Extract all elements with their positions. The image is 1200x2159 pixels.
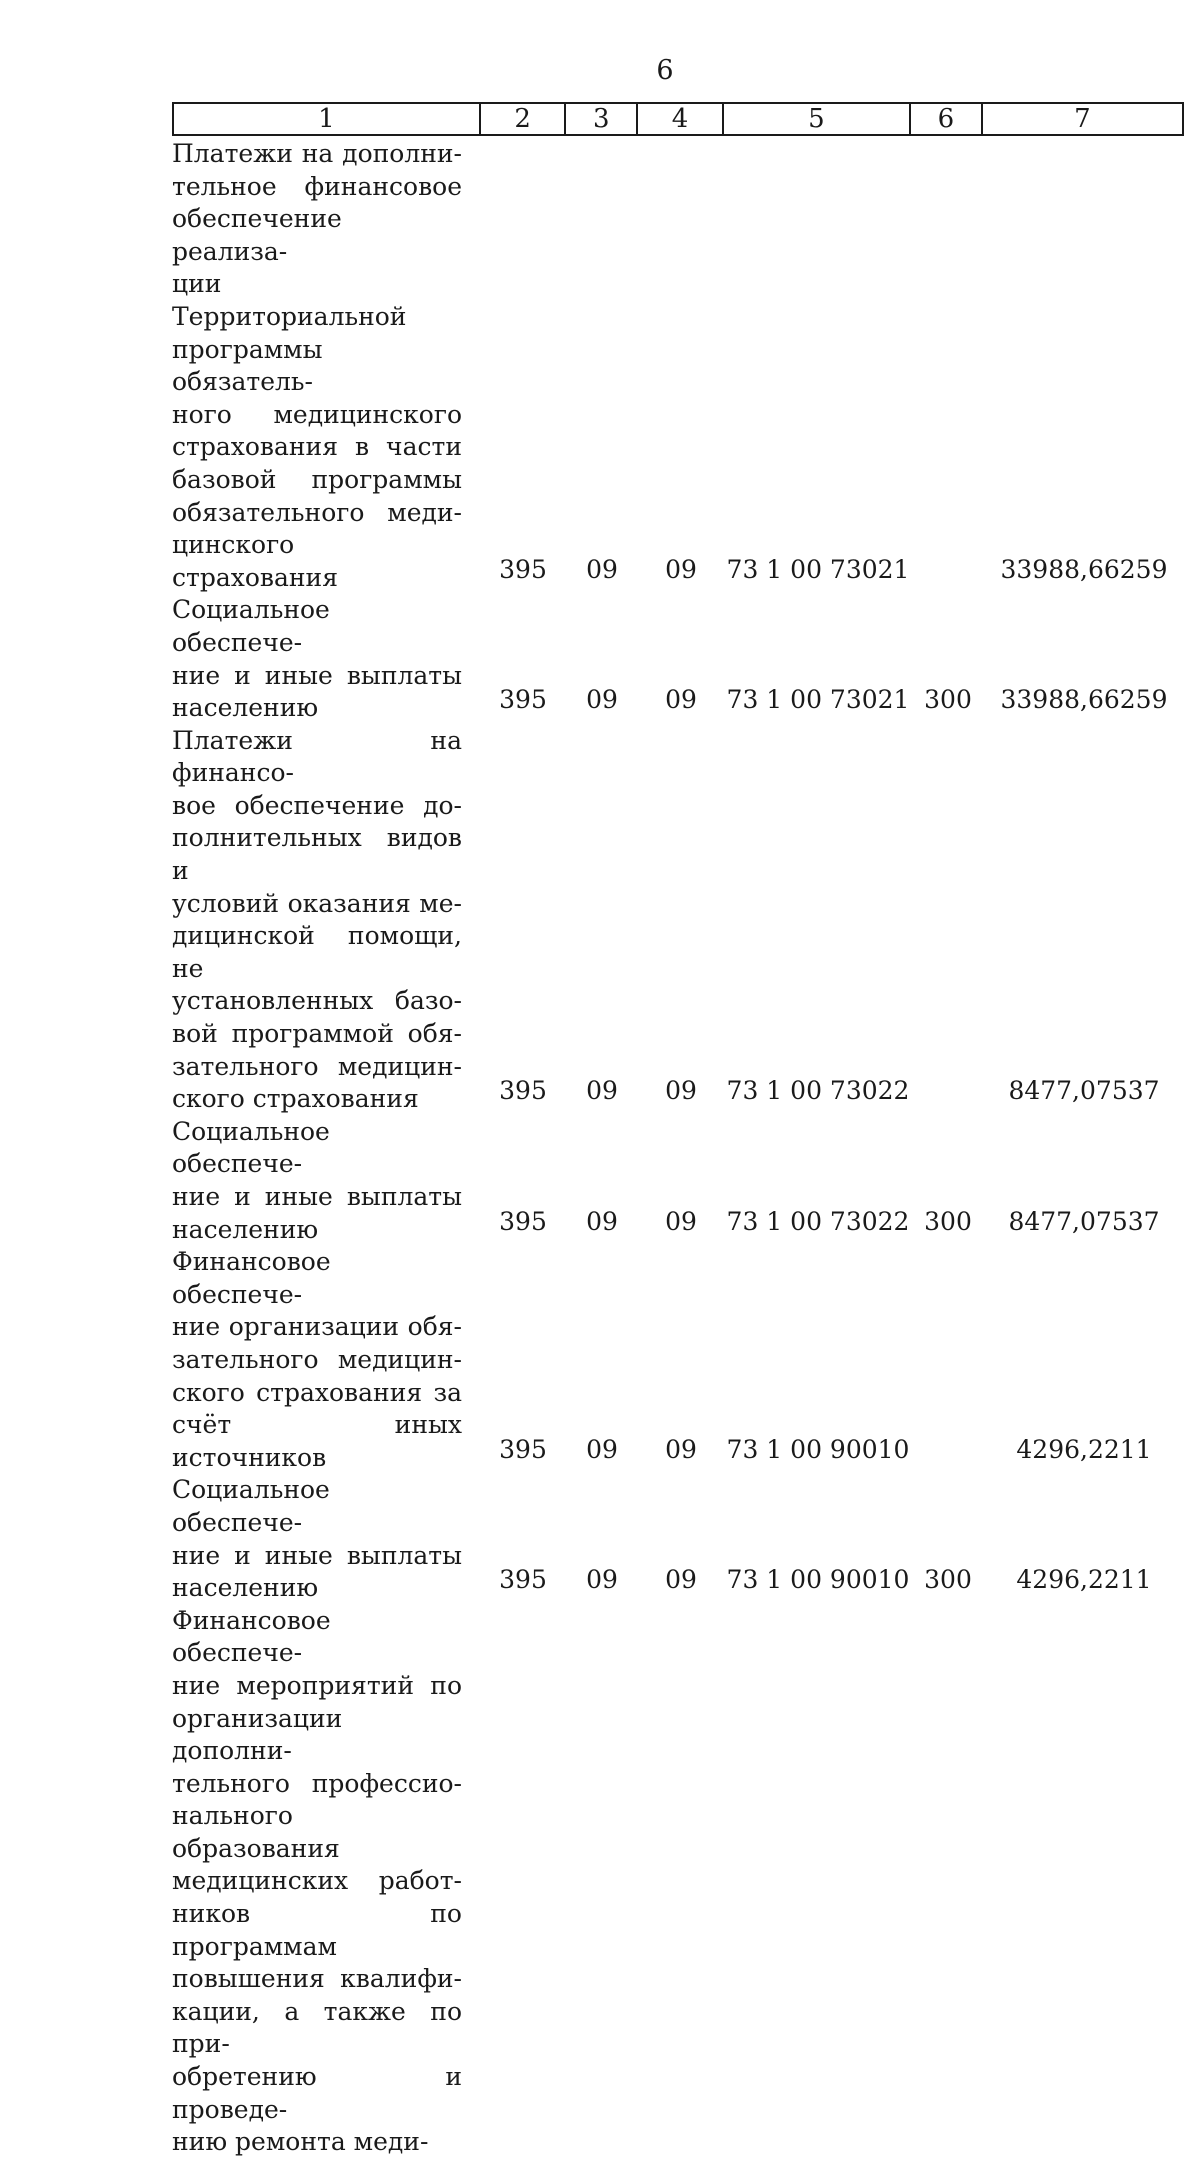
description-line: страхования в части xyxy=(172,432,462,462)
description-line: населению xyxy=(172,1214,319,1244)
table-row xyxy=(172,1246,1184,1474)
description-line: Социальное обеспече- xyxy=(172,595,330,657)
cell-target-article: 73 1 00 73021 xyxy=(726,685,910,715)
cell-code-admin: 395 xyxy=(499,1076,547,1106)
description-line: цинского страхования xyxy=(172,530,338,592)
description-line: базовой программы xyxy=(172,464,462,494)
row-description xyxy=(172,1605,480,2159)
description-line: Финансовое обеспече- xyxy=(172,1247,331,1309)
description-line: вой программой обя- xyxy=(172,1019,462,1049)
table-body xyxy=(172,138,1184,2159)
cell-expense-type xyxy=(912,2151,984,2159)
cell-amount: 8477,07537 xyxy=(1008,1206,1160,1236)
description-line: программы обязатель- xyxy=(172,334,323,397)
table-row xyxy=(172,725,1184,1116)
cell-subsection: 09 xyxy=(665,685,697,715)
description-line: ников по программам xyxy=(172,1899,462,1961)
cell-target-article xyxy=(724,2151,912,2159)
row-description xyxy=(172,1116,480,1246)
table-row xyxy=(172,138,1184,594)
cell-section xyxy=(566,2151,638,2159)
header-cell-4: 4 xyxy=(638,104,724,134)
cell-code-admin: 395 xyxy=(499,554,547,584)
cell-expense-type xyxy=(912,1108,984,1116)
row-description xyxy=(172,1474,480,1604)
cell-section: 09 xyxy=(586,1434,618,1464)
description-line: дицинской помощи, не xyxy=(172,921,462,983)
description-line: ного медицинского xyxy=(172,399,462,429)
cell-code-admin: 395 xyxy=(499,1206,547,1236)
table-row xyxy=(172,1605,1184,2159)
header-cell-3: 3 xyxy=(566,104,638,134)
cell-code-admin: 395 xyxy=(499,685,547,715)
description-line: ние и иные выплаты xyxy=(172,1182,462,1211)
description-line: установленных базо- xyxy=(172,986,462,1016)
cell-expense-type xyxy=(912,1466,984,1474)
cell-code-admin xyxy=(480,2151,566,2159)
row-description xyxy=(172,725,480,1116)
description-line: счёт иных источников xyxy=(172,1410,462,1472)
description-line: населению xyxy=(172,1573,319,1603)
cell-subsection: 09 xyxy=(665,1076,697,1106)
description-line: зательного медицин- xyxy=(172,1051,462,1081)
cell-amount: 8477,07537 xyxy=(1008,1076,1160,1106)
description-line: ции Территориальной xyxy=(172,269,407,331)
cell-subsection: 09 xyxy=(665,1206,697,1236)
description-line: обретению и проведе- xyxy=(172,2062,462,2124)
cell-section: 09 xyxy=(586,1076,618,1106)
cell-section: 09 xyxy=(586,1565,618,1595)
table-row xyxy=(172,594,1184,724)
description-line: обеспечение реализа- xyxy=(172,204,342,266)
row-description xyxy=(172,594,480,724)
cell-amount: 4296,2211 xyxy=(1016,1434,1152,1464)
description-line: тельного профессио- xyxy=(172,1768,462,1798)
header-cell-2: 2 xyxy=(481,104,567,134)
description-line: зательного медицин- xyxy=(172,1344,462,1374)
cell-target-article: 73 1 00 90010 xyxy=(726,1565,910,1595)
cell-expense-type: 300 xyxy=(924,1565,972,1595)
description-line: кации, а также по при- xyxy=(172,1996,462,2059)
description-line: обязательного меди- xyxy=(172,497,462,527)
cell-subsection: 09 xyxy=(665,1565,697,1595)
description-line: нального образования xyxy=(172,1801,340,1863)
header-cell-5: 5 xyxy=(724,104,911,134)
description-line: нию ремонта меди- xyxy=(172,2127,429,2157)
cell-subsection: 09 xyxy=(665,554,697,584)
page-number: 6 xyxy=(656,55,674,86)
cell-expense-type xyxy=(912,586,984,594)
description-line: ние мероприятий по xyxy=(172,1670,462,1700)
description-line: ние и иные выплаты xyxy=(172,660,462,690)
cell-subsection: 09 xyxy=(665,1434,697,1464)
cell-expense-type: 300 xyxy=(924,1206,972,1236)
cell-section: 09 xyxy=(586,554,618,584)
description-line: Социальное обеспече- xyxy=(172,1116,330,1179)
row-description xyxy=(172,1246,480,1474)
description-line: повышения квалифи- xyxy=(172,1964,462,1994)
description-line: организации дополни- xyxy=(172,1703,343,1766)
cell-amount: 4296,2211 xyxy=(1016,1565,1152,1595)
row-description xyxy=(172,138,480,594)
cell-amount: 33988,66259 xyxy=(1000,554,1168,584)
description-line: Платежи на финансо- xyxy=(172,725,462,788)
description-line: Платежи на дополни- xyxy=(172,139,462,168)
description-line: ние организации обя- xyxy=(172,1312,462,1342)
description-line: ского страхования за xyxy=(172,1377,462,1407)
description-line: Социальное обеспече- xyxy=(172,1475,330,1537)
description-line: медицинских работ- xyxy=(172,1866,462,1896)
cell-amount: 33988,66259 xyxy=(1000,685,1168,715)
cell-target-article: 73 1 00 73022 xyxy=(726,1206,910,1236)
description-line: Финансовое обеспече- xyxy=(172,1605,331,1668)
description-line: тельное финансовое xyxy=(172,171,462,201)
cell-subsection xyxy=(638,2151,724,2159)
description-line: ского страхования xyxy=(172,1084,419,1114)
description-line: вое обеспечение до- xyxy=(172,790,462,820)
table-row xyxy=(172,1116,1184,1246)
cell-section: 09 xyxy=(586,1206,618,1236)
cell-code-admin: 395 xyxy=(499,1434,547,1464)
cell-amount xyxy=(984,2151,1184,2159)
description-line: условий оказания ме- xyxy=(172,888,462,918)
table-header xyxy=(172,102,1184,136)
cell-target-article: 73 1 00 73021 xyxy=(726,554,910,584)
header-cell-7: 7 xyxy=(1074,104,1091,134)
cell-section: 09 xyxy=(586,685,618,715)
cell-target-article: 73 1 00 73022 xyxy=(726,1076,910,1106)
description-line: населению xyxy=(172,693,319,723)
table-row xyxy=(172,1474,1184,1604)
cell-code-admin: 395 xyxy=(499,1565,547,1595)
cell-target-article: 73 1 00 90010 xyxy=(726,1434,910,1464)
header-cell-1: 1 xyxy=(174,104,481,134)
description-line: ние и иные выплаты xyxy=(172,1540,462,1570)
description-line: полнительных видов и xyxy=(172,823,462,886)
header-cell-6: 6 xyxy=(911,104,983,134)
cell-expense-type: 300 xyxy=(924,685,972,715)
